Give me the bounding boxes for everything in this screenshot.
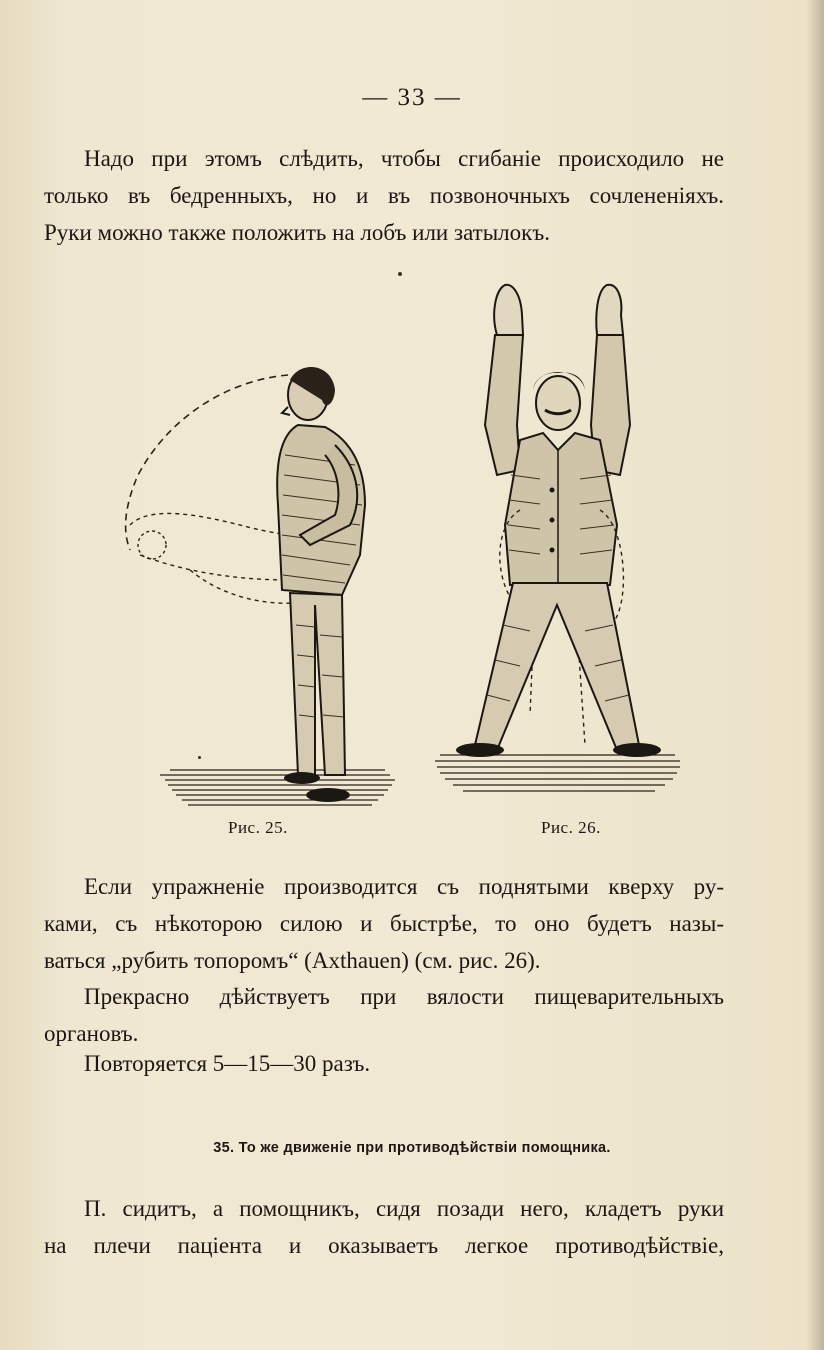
text-line: Руки можно также положить на лобъ или затылокъ.	[44, 220, 550, 245]
text-line: ваться „рубить топоромъ“ (Axthauen) (см. рис. 26).	[44, 948, 541, 973]
text-line: только въ бедренныхъ, но и въ позвоночныхъ сочлененіяхъ.	[44, 183, 724, 208]
figure-25-illustration	[110, 355, 400, 815]
figure-26-caption: Рис. 26.	[541, 818, 601, 837]
text-line: органовъ.	[44, 1021, 139, 1046]
body-paragraph	[44, 868, 724, 979]
text-line: Прекрасно дѣйствуетъ при вялости пищеварительныхъ	[84, 984, 724, 1009]
text-line: на плечи пацiента и оказываетъ легкое противодѣйствіе,	[44, 1233, 724, 1258]
intro-paragraph	[44, 140, 724, 251]
text-line: Если упражненіе производится съ поднятыми кверху ру-	[84, 874, 724, 899]
section-heading: 35. То же движеніе при противодѣйствіи помощника.	[213, 1140, 611, 1156]
figure-26-illustration	[425, 275, 690, 810]
ink-speck	[398, 272, 402, 276]
section-paragraph	[44, 1190, 724, 1264]
effect-paragraph	[44, 978, 724, 1052]
text-line: Повторяется 5—15—30 разъ.	[84, 1051, 371, 1076]
text-line: ками, съ нѣкоторою силою и быстрѣе, то оно будетъ назы-	[44, 911, 724, 936]
repeat-paragraph	[44, 1045, 724, 1082]
text-line: Надо при этомъ слѣдить, чтобы сгибаніе происходило не	[84, 146, 724, 171]
text-line: П. сидитъ, а помощникъ, сидя позади него, кладетъ руки	[84, 1196, 724, 1221]
figure-25-caption: Рис. 25.	[228, 818, 288, 837]
ink-speck	[198, 756, 201, 759]
page-number: — 33 —	[362, 84, 462, 111]
